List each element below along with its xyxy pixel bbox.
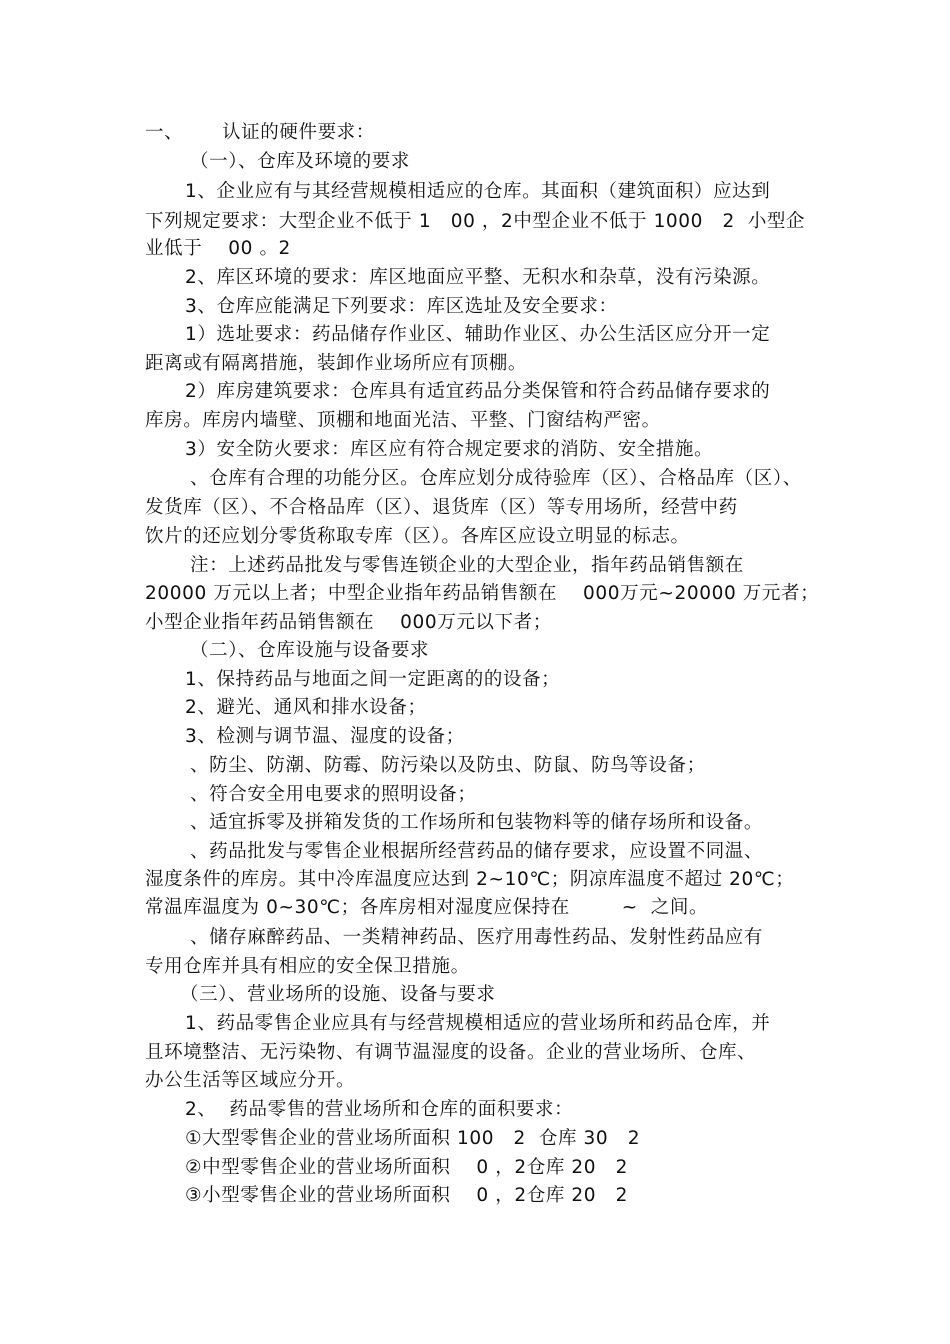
doc-line: 湿度条件的库房。其中冷库温度应达到 2~10℃；阴凉库温度不超过 20℃； xyxy=(145,869,795,890)
doc-line: （一）、仓库及环境的要求 xyxy=(190,151,410,172)
doc-line: 1、保持药品与地面之间一定距离的的设备； xyxy=(185,669,561,690)
doc-line: 一、 认证的硬件要求： xyxy=(145,122,375,143)
doc-line: 、仓库有合理的功能分区。仓库应划分成待验库（区）、合格品库（区）、 xyxy=(190,468,802,489)
doc-line: （二）、仓库设施与设备要求 xyxy=(190,640,430,661)
doc-line: 、药品批发与零售企业根据所经营药品的储存要求，应设置不同温、 xyxy=(190,841,764,862)
doc-line: ②中型零售企业的营业场所面积 0 ，2仓库 20 2 xyxy=(185,1157,628,1178)
doc-line: ③小型零售企业的营业场所面积 0 ，2仓库 20 2 xyxy=(185,1185,628,1206)
doc-line: 2、库区环境的要求：库区地面应平整、无积水和杂草，没有污染源。 xyxy=(185,267,771,288)
doc-line: 3）安全防火要求：库区应有符合规定要求的消防、安全措施。 xyxy=(185,439,714,460)
doc-line: 办公生活等区域应分开。 xyxy=(145,1070,356,1091)
doc-line: 库房。库房内墙壁、顶棚和地面光洁、平整、门窗结构严密。 xyxy=(145,410,661,431)
doc-line: 业低于 00 。2 xyxy=(145,238,291,259)
doc-line: 3、检测与调节温、湿度的设备； xyxy=(185,726,465,747)
doc-line: 发货库（区）、不合格品库（区）、退货库（区）等专用场所，经营中药 xyxy=(145,497,738,518)
doc-line: 20000 万元以上者；中型企业指年药品销售额在 000万元~20000 万元者； xyxy=(145,583,820,604)
doc-line: 2、 药品零售的营业场所和仓库的面积要求： xyxy=(185,1099,574,1120)
doc-line: 、符合安全用电要求的照明设备； xyxy=(190,784,477,805)
doc-line: （三）、营业场所的设施、设备与要求 xyxy=(180,984,496,1005)
doc-line: 、防尘、防潮、防霉、防污染以及防虫、防鼠、防鸟等设备； xyxy=(190,755,706,776)
doc-line: 3、仓库应能满足下列要求：库区选址及安全要求： xyxy=(185,296,618,317)
doc-line: 常温库温度为 0~30℃；各库房相对湿度应保持在 ~ 之间。 xyxy=(145,897,709,918)
doc-line: 注：上述药品批发与零售连锁企业的大型企业，指年药品销售额在 xyxy=(190,555,744,576)
doc-line: 专用仓库并具有相应的安全保卫措施。 xyxy=(145,956,470,977)
doc-line: 且环境整洁、无污染物、有调节温湿度的设备。企业的营业场所、仓库、 xyxy=(145,1042,757,1063)
doc-line: 1、企业应有与其经营规模相适应的仓库。其面积（建筑面积）应达到 xyxy=(185,181,771,202)
doc-line: 、储存麻醉药品、一类精神药品、医疗用毒性药品、发射性药品应有 xyxy=(190,927,764,948)
doc-line: 小型企业指年药品销售额在 000万元以下者； xyxy=(145,612,552,633)
doc-line: 、适宜拆零及拼箱发货的工作场所和包装物料等的储存场所和设备。 xyxy=(190,812,764,833)
doc-line: 距离或有隔离措施，装卸作业场所应有顶棚。 xyxy=(145,353,528,374)
doc-line: 2、避光、通风和排水设备； xyxy=(185,697,427,718)
doc-line: ①大型零售企业的营业场所面积 100 2 仓库 30 2 xyxy=(185,1128,641,1149)
doc-line: 饮片的还应划分零货称取专库（区）。各库区应设立明显的标志。 xyxy=(145,526,690,547)
doc-line: 1、药品零售企业应具有与经营规模相适应的营业场所和药品仓库，并 xyxy=(185,1013,771,1034)
doc-line: 1）选址要求：药品储存作业区、辅助作业区、办公生活区应分开一定 xyxy=(185,324,771,345)
doc-line: 2）库房建筑要求：仓库具有适宜药品分类保管和符合药品储存要求的 xyxy=(185,381,771,402)
doc-line: 下列规定要求：大型企业不低于 1 00 ，2中型企业不低于 1000 2 小型企 xyxy=(145,211,806,232)
